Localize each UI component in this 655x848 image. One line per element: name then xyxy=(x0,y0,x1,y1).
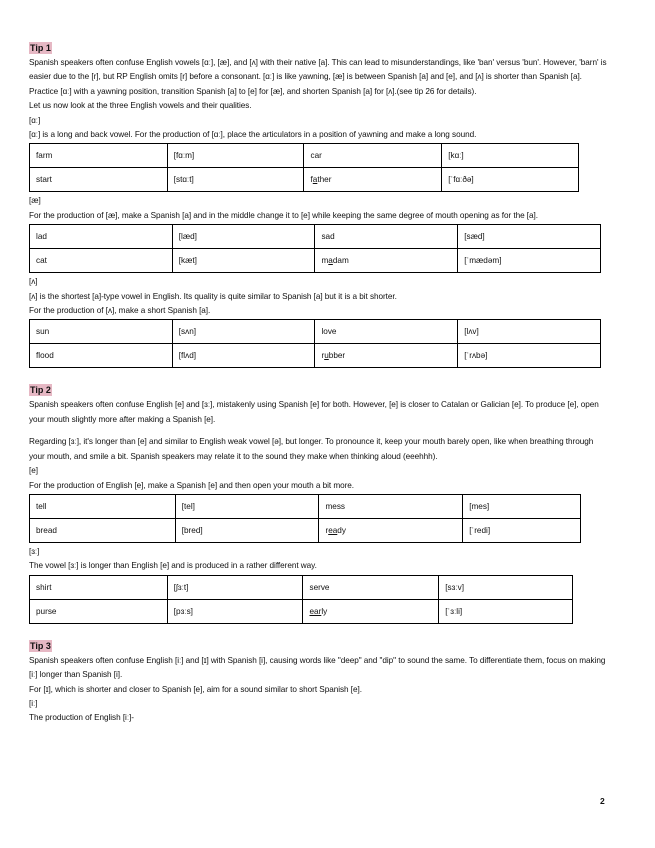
word-cell: purse xyxy=(30,599,168,623)
ipa-cell: [kæt] xyxy=(172,249,315,273)
ipa-cell: [sʌn] xyxy=(172,320,315,344)
tip1-s1-symbol: [ɑː] xyxy=(29,115,41,125)
tip2-er-table xyxy=(29,575,573,624)
tip2-s2-symbol: [ɜː] xyxy=(29,546,40,556)
word-cell: ready xyxy=(319,518,463,542)
tip3-para2: For [ɪ], which is shorter and closer to Spanish [e], aim for a sound similar to short Spanish [e]. xyxy=(29,684,362,694)
ipa-cell: [fɑːm] xyxy=(167,144,304,168)
table-row xyxy=(30,494,581,518)
word-cell: serve xyxy=(303,575,439,599)
word-cell: tell xyxy=(30,494,176,518)
word-cell: start xyxy=(30,168,168,192)
table-row xyxy=(30,518,581,542)
table-row xyxy=(30,320,601,344)
ipa-cell: [flʌd] xyxy=(172,344,315,368)
tip1-s3-desc2: For the production of [ʌ], make a short Spanish [a]. xyxy=(29,306,211,316)
word-cell: love xyxy=(315,320,458,344)
ipa-cell: [ˈredi] xyxy=(463,518,581,542)
tip1-s2-desc: For the production of [æ], make a Spanish [a] and in the middle change it to [e] while keeping the same degree of mouth opening as for the [a]. xyxy=(29,210,538,220)
ipa-cell: [mes] xyxy=(463,494,581,518)
ipa-cell: [lʌv] xyxy=(458,320,601,344)
word-cell: flood xyxy=(30,344,173,368)
tip3-desc: The production of English [iː]- xyxy=(29,713,134,723)
tip2-e-table xyxy=(29,494,581,543)
table-row xyxy=(30,599,573,623)
table-row xyxy=(30,249,601,273)
ipa-cell: [sɜːv] xyxy=(439,575,573,599)
page-number: 2 xyxy=(600,796,605,806)
ipa-cell: [ˈmædəm] xyxy=(458,249,601,273)
word-cell: rubber xyxy=(315,344,458,368)
tip1-s3-desc: [ʌ] is the shortest [a]-type vowel in English. Its quality is quite similar to Spanish [a] but it is a bit shorter. xyxy=(29,291,397,301)
ipa-cell: [ʃɜːt] xyxy=(167,575,303,599)
tip1-s1-desc: [ɑː] is a long and back vowel. For the production of [ɑː], place the articulators in a position of yawning and make a long sound. xyxy=(29,130,477,140)
ipa-cell: [pɜːs] xyxy=(167,599,303,623)
tip1-uh-table xyxy=(29,319,601,368)
ipa-cell: [stɑːt] xyxy=(167,168,304,192)
word-cell: farm xyxy=(30,144,168,168)
tip2-title: Tip 2 xyxy=(30,385,51,396)
word-cell: sad xyxy=(315,225,458,249)
ipa-cell: [ˈfɑːðə] xyxy=(442,168,579,192)
ipa-cell: [læd] xyxy=(172,225,315,249)
word-cell: madam xyxy=(315,249,458,273)
ipa-cell: [sæd] xyxy=(458,225,601,249)
table-row xyxy=(30,144,579,168)
word-cell: lad xyxy=(30,225,173,249)
tip1-s2-symbol: [æ] xyxy=(29,196,41,206)
tip1-ae-table xyxy=(29,224,601,273)
word-cell: bread xyxy=(30,518,176,542)
table-row xyxy=(30,225,601,249)
tip3-symbol: [iː] xyxy=(29,698,38,708)
tip2-s2-desc: The vowel [ɜː] is longer than English [e] and is produced in a rather different way. xyxy=(29,561,317,571)
tip1-s3-symbol: [ʌ] xyxy=(29,277,38,287)
table-row xyxy=(30,168,579,192)
ipa-cell: [kɑː] xyxy=(442,144,579,168)
tip3-title: Tip 3 xyxy=(30,640,51,651)
word-cell: sun xyxy=(30,320,173,344)
tip1-lead: Let us now look at the three English vowels and their qualities. xyxy=(29,101,252,111)
word-cell: early xyxy=(303,599,439,623)
word-cell: father xyxy=(304,168,442,192)
document-page xyxy=(29,38,611,726)
tip2-s1-desc: For the production of English [e], make a Spanish [e] and then open your mouth a bit more. xyxy=(29,480,355,490)
table-row xyxy=(30,344,601,368)
ipa-cell: [bred] xyxy=(175,518,319,542)
tip2-intro: Spanish speakers often confuse English [e] and [ɜː], mistakenly using Spanish [e] for both. However, [e] is closer to Catalan or Galician [e]. To produce [e], open your mouth slightly more after making a Spanish [e]. xyxy=(29,400,599,424)
tip1-intro: Spanish speakers often confuse English vowels [ɑː], [æ], and [ʌ] with their native [a]. This can lead to misunderstandings, like 'ban' versus 'bun'. However, 'barn' is easier due to the [r], but RP English omits [r] before a consonant. [ɑː] is like yawning, [æ] is between Spanish [a] and [e], and [ʌ] is shorter than Spanish [a]. Practice [ɑː] with a yawning position, transition Spanish [a] to [e] for [æ], and shorten Spanish [a] for [ʌ].(see tip 26 for details). xyxy=(29,58,607,96)
ipa-cell: [ˈɜːli] xyxy=(439,599,573,623)
tip2-s1-symbol: [e] xyxy=(29,466,38,476)
ipa-cell: [tel] xyxy=(175,494,319,518)
ipa-cell: [ˈrʌbə] xyxy=(458,344,601,368)
tip2-para2: Regarding [ɜː], it's longer than [e] and similar to English weak vowel [ə], but longer. To pronounce it, keep your mouth barely open, like when breathing through your mouth, and smile a bit. Spanish speakers may relate it to the sound they make when thinking aloud (eeehhh). xyxy=(29,437,594,461)
tip3-intro: Spanish speakers often confuse English [iː] and [ɪ] with Spanish [i], causing words like "deep" and "dip" to sound the same. To differentiate them, focus on making [iː] longer than Spanish [i]. xyxy=(29,655,606,680)
word-cell: shirt xyxy=(30,575,168,599)
word-cell: car xyxy=(304,144,442,168)
tip1-aa-table xyxy=(29,143,579,192)
tip1-title: Tip 1 xyxy=(30,43,51,53)
table-row xyxy=(30,575,573,599)
word-cell: mess xyxy=(319,494,463,518)
word-cell: cat xyxy=(30,249,173,273)
